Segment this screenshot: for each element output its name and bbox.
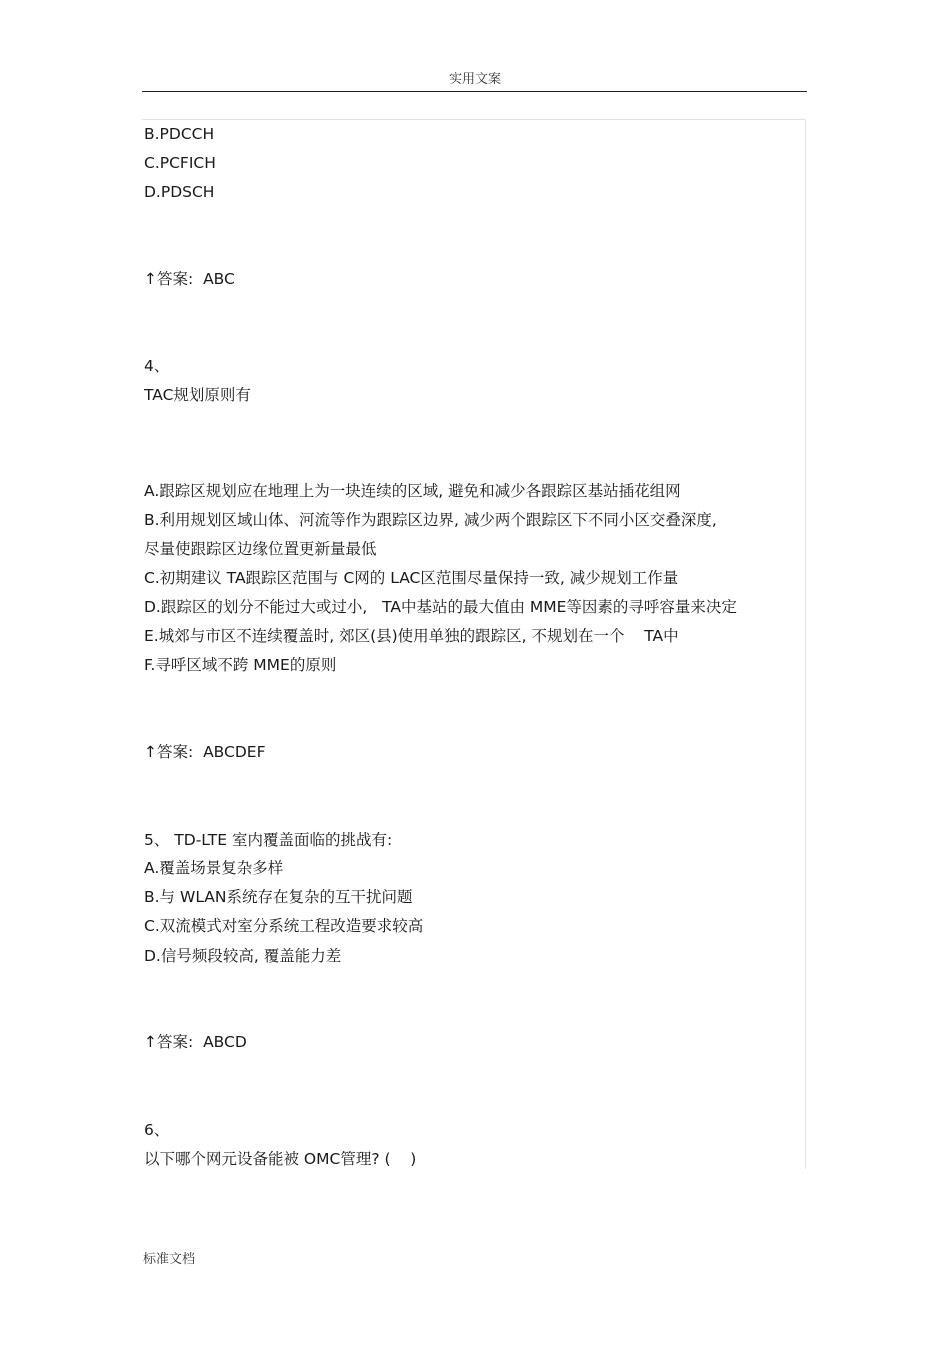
option-b-line: B.利用规划区域山体、河流等作为跟踪区边界, 减少两个跟踪区下不同小区交叠深度, [144,511,717,529]
option-f-line: F.寻呼区域不跨 MME的原则 [144,656,337,674]
option-d-line: D.跟踪区的划分不能过大或过小, TA中基站的最大值由 MME等因素的寻呼容量来决定 [144,598,737,616]
question-text: TAC规划原则有 [144,386,251,404]
answer-line: ↑答案: ABC [144,270,235,288]
option-b-line: B.PDCCH [144,125,215,143]
question-text: 5、 TD-LTE 室内覆盖面临的挑战有: [144,831,393,849]
header-title: 实用文案 [448,72,501,87]
answer-line: ↑答案: ABCDEF [144,743,266,761]
option-e-line: E.城郊与市区不连续覆盖时, 郊区(县)使用单独的跟踪区, 不规划在一个 TA中 [144,627,679,645]
option-c-line: C.双流模式对室分系统工程改造要求较高 [144,917,424,935]
option-a-line: A.覆盖场景复杂多样 [144,859,284,877]
option-d-line: D.信号频段较高, 覆盖能力差 [144,947,342,965]
option-d-line: D.PDSCH [144,183,215,201]
footer-text: 标准文档 [143,1252,196,1267]
question-number: 4、 [144,357,170,375]
header-rule [142,91,807,92]
option-b-line: B.与 WLAN系统存在复杂的互干扰问题 [144,888,413,906]
option-c-line: C.PCFICH [144,154,216,172]
question-number: 6、 [144,1121,170,1139]
answer-line: ↑答案: ABCD [144,1033,247,1051]
option-a-line: A.跟踪区规划应在地理上为一块连续的区域, 避免和减少各跟踪区基站插花组网 [144,482,681,500]
option-b-continuation: 尽量使跟踪区边缘位置更新量最低 [144,540,377,558]
option-c-line: C.初期建议 TA跟踪区范围与 C网的 LAC区范围尽量保持一致, 减少规划工作量 [144,569,679,587]
question-text: 以下哪个网元设备能被 OMC管理? ( ) [144,1150,417,1168]
